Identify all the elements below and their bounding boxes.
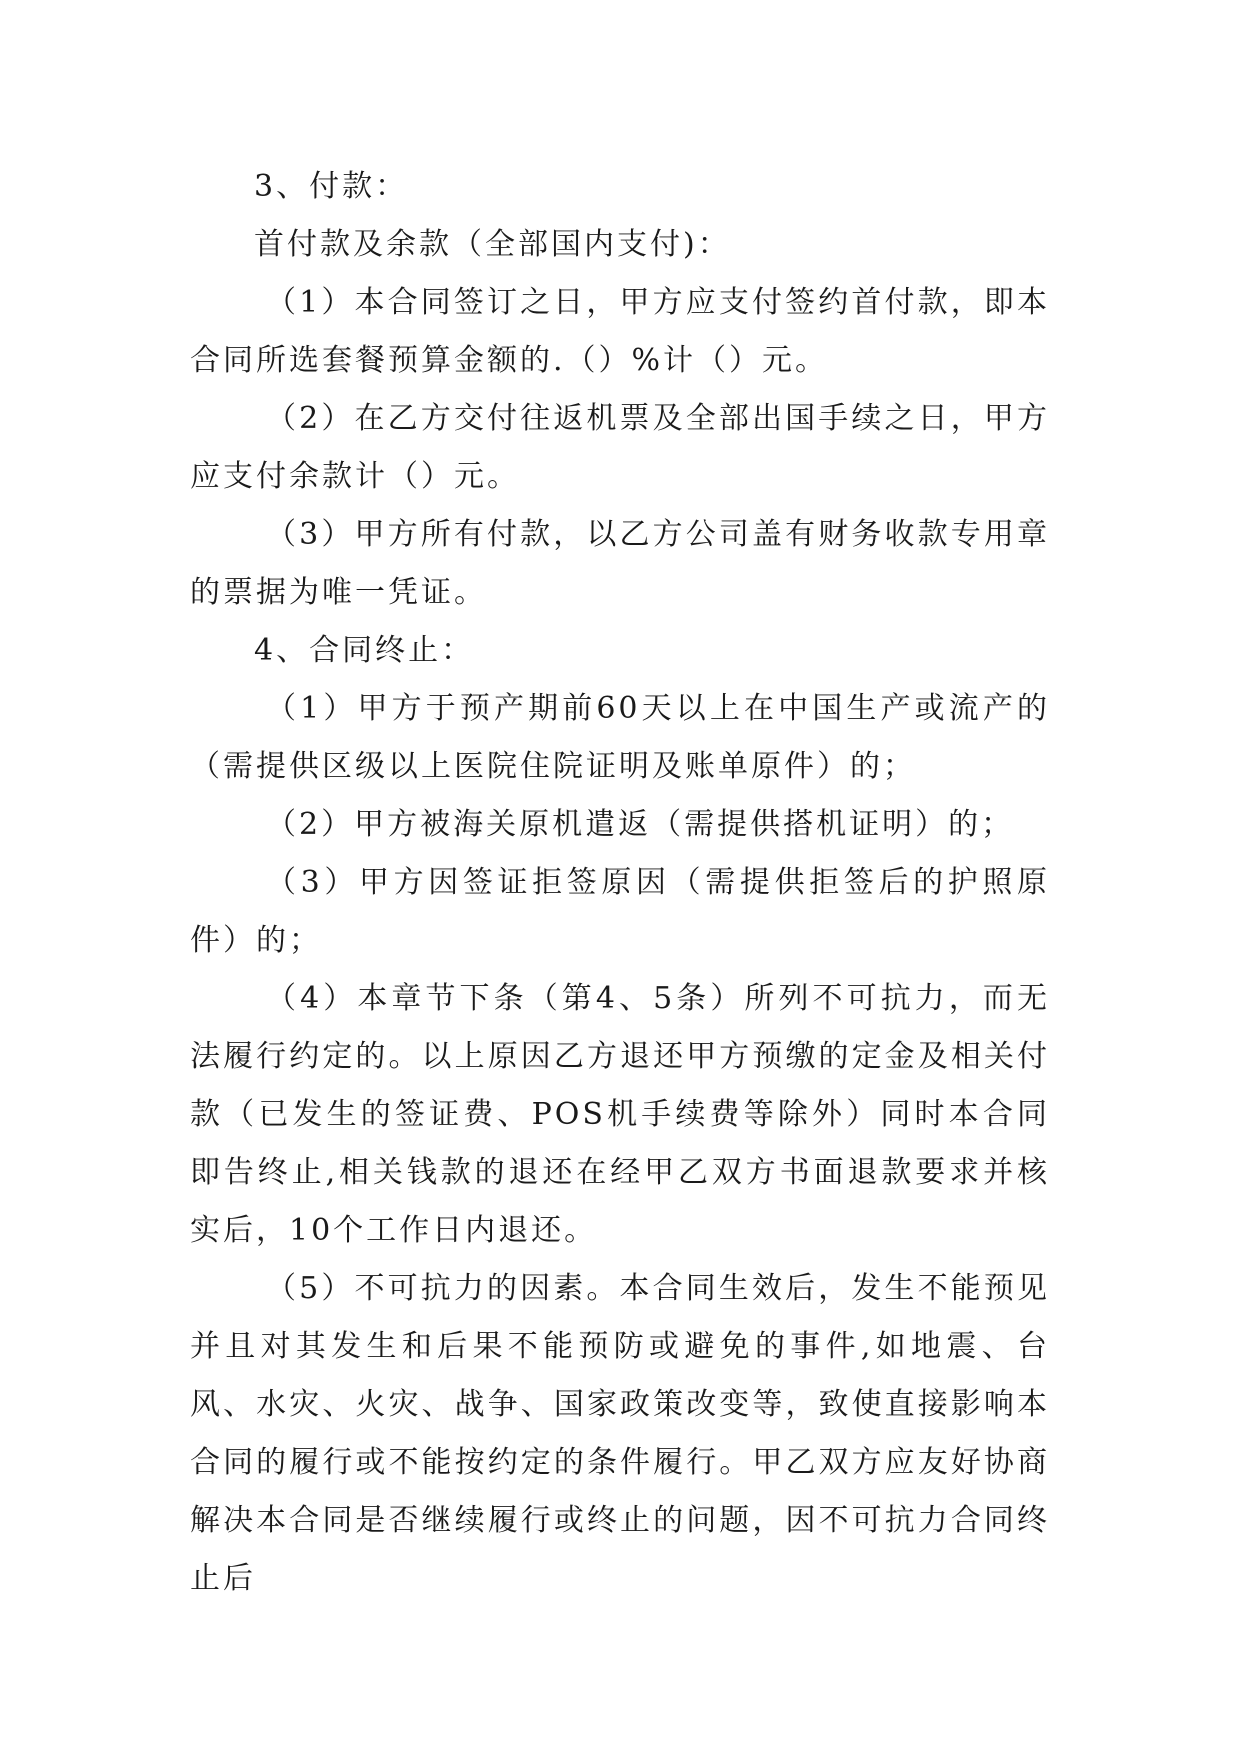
payment-clause-2: （2）在乙方交付往返机票及全部出国手续之日，甲方应支付余款计（）元。	[190, 401, 1050, 494]
termination-clause-2: （2）甲方被海关原机遣返（需提供搭机证明）的；	[266, 807, 1015, 842]
termination-clause-3: （3）甲方因签证拒签原因（需提供拒签后的护照原件）的；	[190, 865, 1050, 958]
payment-clause-3: （3）甲方所有付款，以乙方公司盖有财务收款专用章的票据为唯一凭证。	[190, 517, 1050, 610]
payment-subtitle: 首付款及余款（全部国内支付)：	[254, 227, 731, 262]
termination-clause-5: （5）不可抗力的因素。本合同生效后，发生不能预见并且对其发生和后果不能预防或避免的事件,如地震、台风、水灾、火灾、战争、国家政策改变等，致使直接影响本合同的履行或不能按约定的条件履行。甲乙双方应友好协商解决本合同是否继续履行或终止的问题，因不可抗力合同终止后	[190, 1271, 1050, 1596]
termination-clause-1: （1）甲方于预产期前60天以上在中国生产或流产的（需提供区级以上医院住院证明及账单原件）的；	[190, 691, 1050, 784]
payment-clause-1: （1）本合同签订之日，甲方应支付签约首付款，即本合同所选套餐预算金额的.（）%计（）元。	[190, 285, 1050, 378]
section-heading-termination: 4、合同终止：	[254, 633, 475, 668]
termination-clause-4: （4）本章节下条（第4、5条）所列不可抗力，而无法履行约定的。以上原因乙方退还甲方预缴的定金及相关付款（已发生的签证费、POS机手续费等除外）同时本合同即告终止,相关钱款的退还在经甲乙双方书面退款要求并核实后，10个工作日内退还。	[190, 981, 1050, 1248]
section-heading-payment: 3、付款：	[254, 169, 409, 204]
contract-text-body	[190, 158, 1050, 1608]
